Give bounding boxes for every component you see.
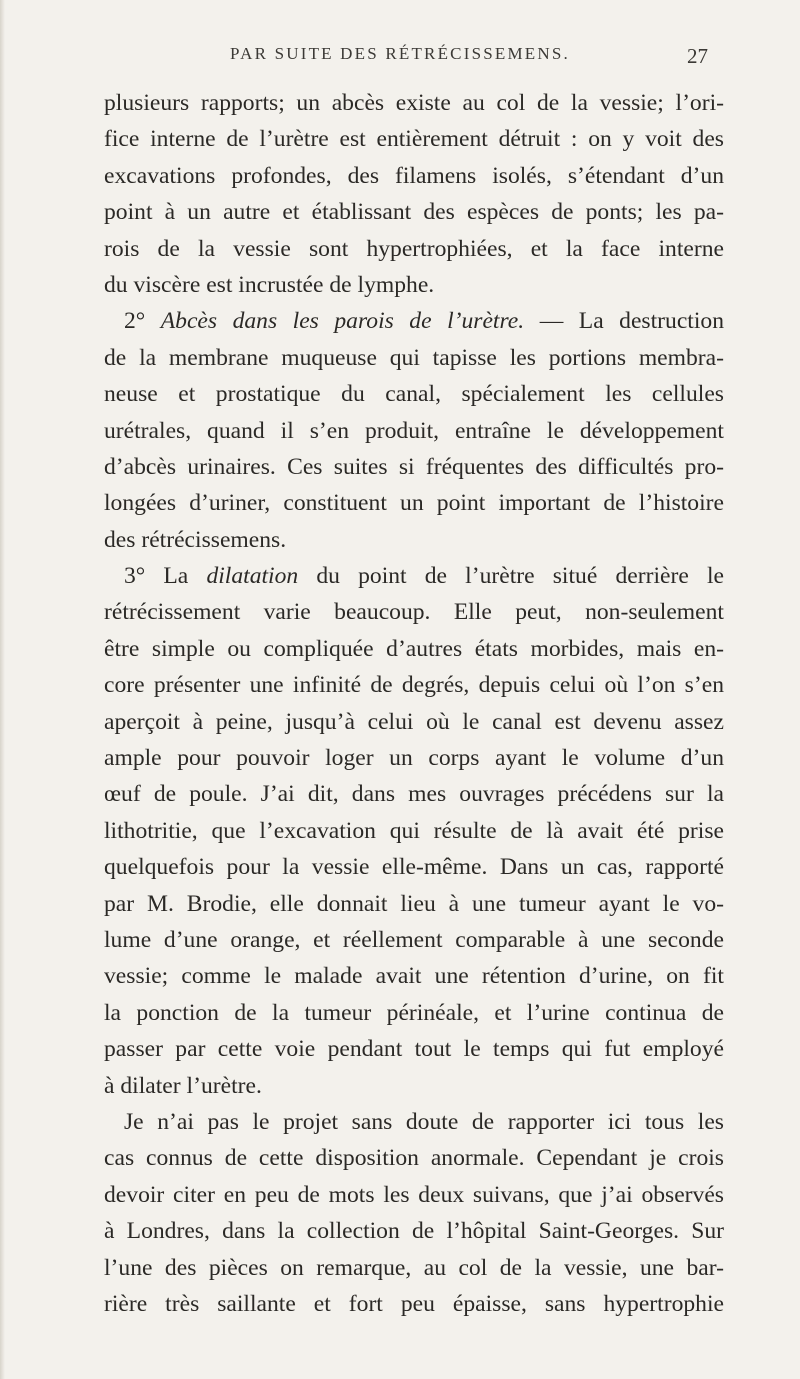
text-line: du viscère est incrustée de lymphe. <box>104 271 435 298</box>
text-line: à Londres, dans la collection de l’hôpital Saint-Georges. Sur <box>104 1218 724 1245</box>
text-line: core présenter une infinité de degrés, depuis celui où l’on s’en <box>104 672 724 699</box>
text-line: longées d’uriner, constituent un point important de l’histoire <box>104 490 724 517</box>
section-prefix: La <box>163 563 189 590</box>
text-line: fice interne de l’urètre est entièrement détruit : on y voit des <box>104 126 724 153</box>
page-number: 27 <box>687 44 708 68</box>
text-line: plusieurs rapports; un abcès existe au col de la vessie; l’ori- <box>104 90 724 116</box>
section-number: 2° <box>124 308 146 335</box>
text-line: vessie; comme le malade avait une rétention d’urine, on fit <box>104 963 724 990</box>
section-title: Abcès dans les parois de l’urètre. <box>160 308 525 335</box>
section-lead-text: du point de l’urètre situé derrière le <box>316 563 724 590</box>
text-line: neuse et prostatique du canal, spécialement les cellules <box>104 381 724 408</box>
text-line: de la membrane muqueuse qui tapisse les portions membra- <box>104 344 724 371</box>
section-heading-line <box>104 558 724 594</box>
text-line: d’abcès urinaires. Ces suites si fréquentes des difficultés pro- <box>104 453 724 480</box>
text-line: urétrales, quand il s’en produit, entraîne le développement <box>104 417 724 444</box>
text-line: devoir citer en peu de mots les deux suivans, que j’ai observés <box>104 1181 724 1208</box>
text-line: lume d’une orange, et réellement comparable à une seconde <box>104 926 724 953</box>
text-line: point à un autre et établissant des espèces de ponts; les pa- <box>104 199 724 226</box>
section-term: dilatation <box>206 563 299 590</box>
running-title: PAR SUITE DES RÉTRÉCISSEMENS. <box>230 44 570 63</box>
text-line: à dilater l’urètre. <box>104 1072 262 1099</box>
text-line: des rétrécissemens. <box>104 526 287 553</box>
text-line: excavations profondes, des filamens isolés, s’étendant d’un <box>104 162 724 189</box>
text-line: l’une des pièces on remarque, au col de la vessie, une bar- <box>104 1254 724 1281</box>
text-line: rière très saillante et fort peu épaisse, sans hypertrophie <box>104 1290 724 1317</box>
page-edge-shadow <box>0 0 5 1379</box>
text-line: ample pour pouvoir loger un corps ayant le volume d’un <box>104 745 724 772</box>
section-heading-line <box>104 303 724 339</box>
text-line: passer par cette voie pendant tout le temps qui fut employé <box>104 1036 724 1063</box>
text-line: la ponction de la tumeur périnéale, et l’urine continua de <box>104 999 724 1026</box>
text-line: œuf de poule. J’ai dit, dans mes ouvrages précédens sur la <box>104 781 724 808</box>
text-line: être simple ou compliquée d’autres états morbides, mais en- <box>104 635 724 662</box>
text-line: cas connus de cette disposition anormale. Cependant je crois <box>104 1145 724 1172</box>
text-line: rétrécissement varie beaucoup. Elle peut, non-seulement <box>104 599 724 626</box>
text-line: Je n’ai pas le projet sans doute de rapporter ici tous les <box>124 1108 724 1135</box>
text-line: par M. Brodie, elle donnait lieu à une tumeur ayant le vo- <box>104 890 724 917</box>
body-text <box>104 85 724 1322</box>
text-line: quelquefois pour la vessie elle-même. Dans un cas, rapporté <box>104 854 724 881</box>
section-number: 3° <box>124 563 146 590</box>
text-line: aperçoit à peine, jusqu’à celui où le canal est devenu assez <box>104 708 724 735</box>
section-lead-text: — La destruction <box>539 308 725 335</box>
text-line: lithotritie, que l’excavation qui résulte de là avait été prise <box>104 817 724 844</box>
running-header <box>0 44 800 74</box>
text-line: rois de la vessie sont hypertrophiées, et la face interne <box>104 235 724 262</box>
